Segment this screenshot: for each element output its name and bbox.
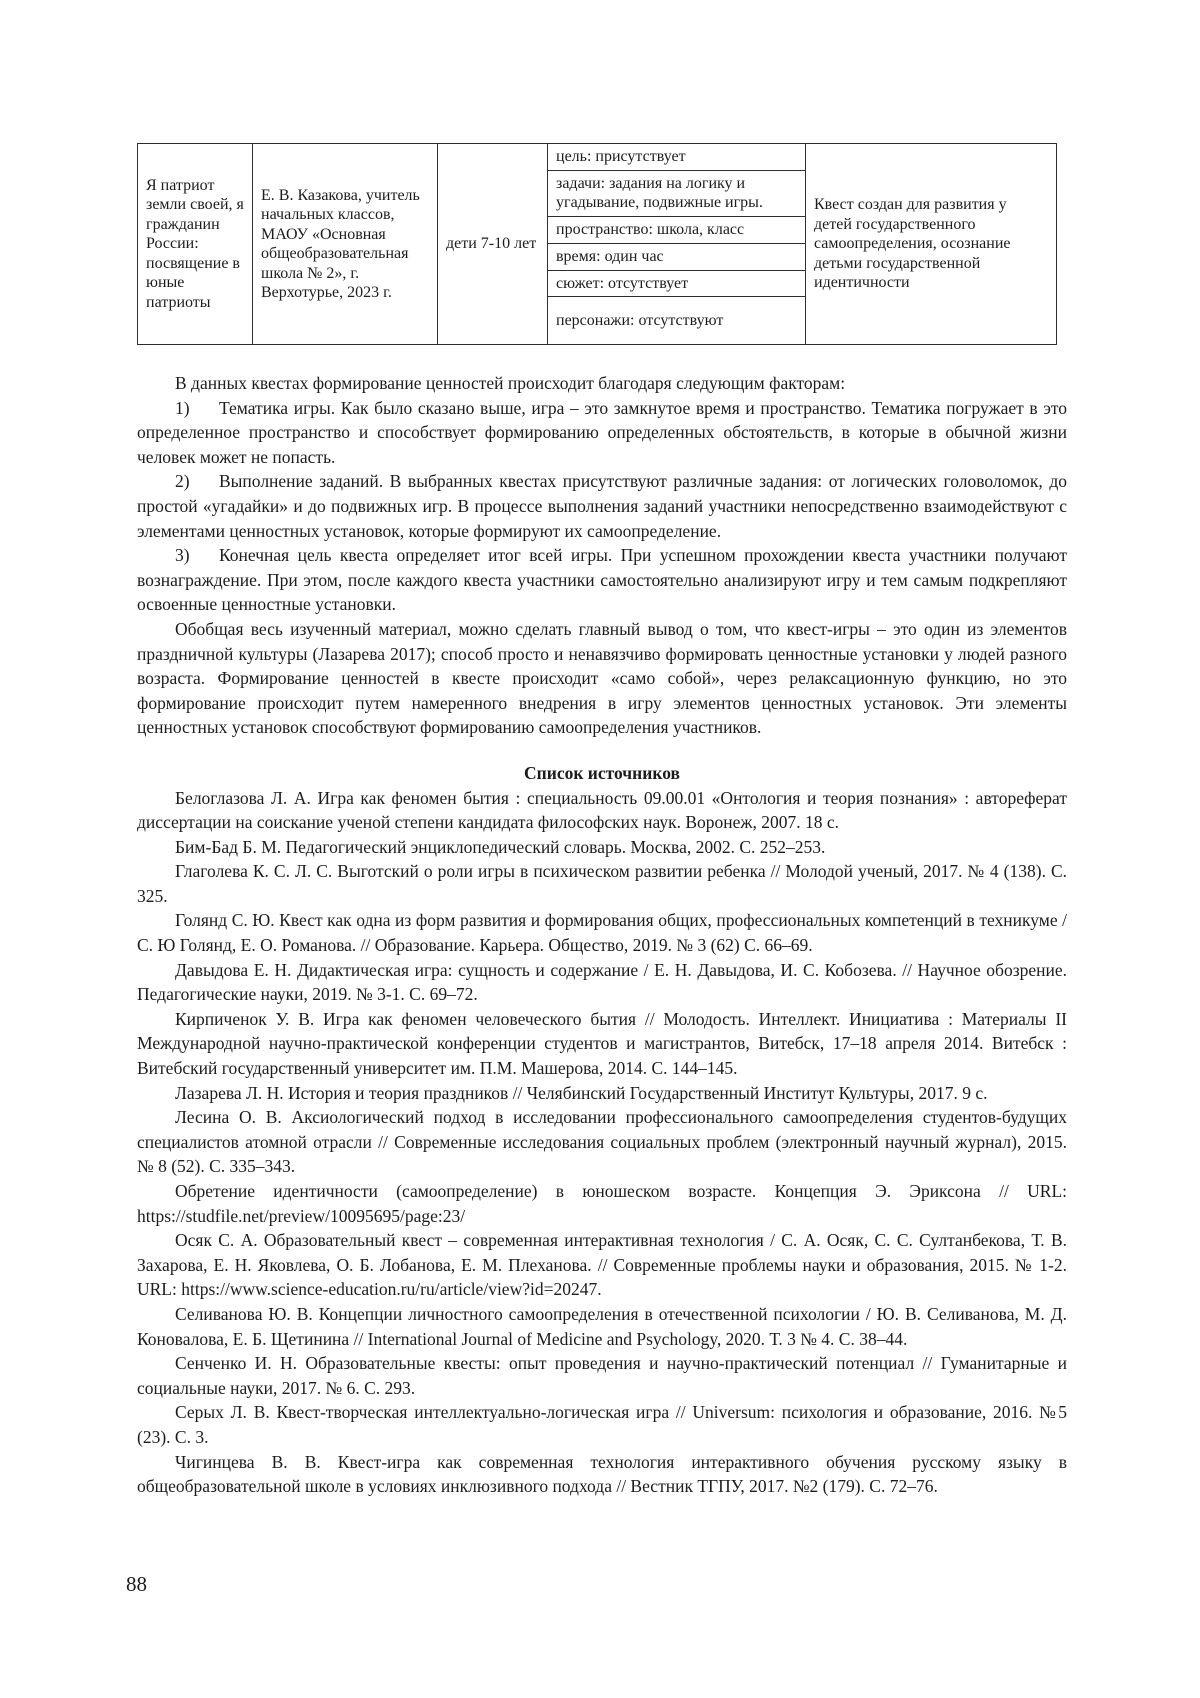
factor-number-3: 3) [175,545,190,566]
audience-cell: дети 7-10 лет [438,144,548,345]
references-list [137,786,1067,1499]
intro-paragraph: В данных квестах формирование ценностей происходит благодаря следующим факторам: [175,373,846,393]
attribute-space-cell: пространство: школа, класс [548,216,806,243]
reference-entry: Серых Л. В. Квест-творческая интеллектуально-логическая игра // Universum: психология и образование, 2016. №5 (23). С. 3. [137,1402,1067,1447]
factor-text-2: Выполнение заданий. В выбранных квестах присутствуют различные задания: от логических головоломок, до простой «угадайки» и до подвижных игр. В процессе выполнения заданий участники непосредственно взаимодействуют с элементами ценностных установок, которые формируют их самоопределение. [137,471,1067,541]
factor-text-1: Тематика игры. Как было сказано выше, игра – это замкнутое время и пространство. Тематика погружает в это определенное пространство и способствует формированию определенных обстоятельств, в которые в обычной жизни человек может не попасть. [137,397,1067,467]
reference-entry: Чигинцева В. В. Квест-игра как современная технология интерактивного обучения русскому языку в общеобразовательной школе в условиях инклюзивного подхода // Вестник ТГПУ, 2017. №2 (179). С. 72–76. [137,1451,1067,1497]
factor-number-1: 1) [175,397,190,418]
attribute-goal-cell: цель: присутствует [548,144,806,171]
attribute-characters-cell: персонажи: отсутствуют [548,297,806,345]
article-body [137,371,1067,740]
reference-entry: Обретение идентичности (самоопределение) в юношеском возрасте. Концепция Э. Эриксона // URL: https://studfile.net/preview/10095695/page:23/ [137,1181,1067,1226]
quest-description-table [137,143,1057,345]
reference-entry: Лесина О. В. Аксиологический подход в исследовании профессионального самоопределения студентов-будущих специалистов атомной отрасли // Современные исследования социальных проблем (электронный научный журнал), 2015. № 8 (52). С. 335–343. [137,1107,1067,1177]
reference-entry: Кирпиченок У. В. Игра как феномен человеческого бытия // Молодость. Интеллект. Инициатива : Материалы II Международной научно-практической конференции студентов и магистрантов, Витебск, 17–18 апреля 2014. Витебск : Витебский государственный университет им. П.М. Машерова, 2014. С. 144–145. [137,1008,1067,1079]
organizer-cell: Е. В. Казакова, учитель начальных классов, МАОУ «Основная общеобразовательная школа № 2», г. Верхотурье, 2023 г. [253,144,438,345]
page-content [137,143,1067,1499]
attribute-plot-cell: сюжет: отсутствует [548,270,806,297]
reference-entry: Белоглазова Л. А. Игра как феномен бытия : специальность 09.00.01 «Онтология и теория познания» : автореферат диссертации на соискание ученой степени кандидата философских наук. Воронеж, 2007. 18 с. [137,787,1067,833]
conclusion-paragraph: Обобщая весь изученный материал, можно сделать главный вывод о том, что квест-игры – это один из элементов праздничной культуры (Лазарева 2017); способ просто и ненавязчиво формировать ценностные установки у людей разного возраста. Формирование ценностей в квесте происходит «само собой», через релаксационную функцию, но это формирование происходит путем намеренного внедрения в игру элементов ценностных установок. Эти элементы ценностных установок способствуют формированию самоопределения участников. [137,618,1067,738]
reference-entry: Осяк С. А. Образовательный квест – современная интерактивная технология / С. А. Осяк, С. С. Султанбекова, Т. В. Захарова, Е. Н. Яковлева, О. Б. Лобанова, Е. М. Плеханова. // Современные проблемы науки и образования, 2015. № 1-2. URL: https://www.science-education.ru/ru/article/view?id=20247. [137,1230,1067,1300]
attribute-tasks-cell: задачи: задания на логику и угадывание, подвижные игры. [548,170,806,216]
attribute-time-cell: время: один час [548,243,806,270]
reference-entry: Селиванова Ю. В. Концепции личностного самоопределения в отечественной психологии / Ю. В. Селиванова, М. Д. Коновалова, Е. Б. Щетинина // International Journal of Medicine and Psychology, 2020. Т. 3 № 4. С. 38–44. [137,1303,1067,1349]
page-number: 88 [126,1572,147,1596]
reference-entry: Бим-Бад Б. М. Педагогический энциклопедический словарь. Москва, 2002. С. 252–253. [175,836,826,857]
reference-entry: Глаголева К. С. Л. С. Выготский о роли игры в психическом развитии ребенка // Молодой ученый, 2017. № 4 (138). С. 325. [137,861,1067,906]
sources-heading: Список источников [524,762,680,783]
factor-number-2: 2) [175,471,190,492]
factor-item-3 [137,543,1067,617]
purpose-cell: Квест создан для развития у детей государственного самоопределения, осознание детьми государственной идентичности [806,144,1057,345]
reference-entry: Лазарева Л. Н. История и теория праздников // Челябинский Государственный Институт Культуры, 2017. 9 с. [175,1082,988,1103]
factor-item-2 [137,469,1067,543]
quest-name-cell: Я патриот земли своей, я гражданин России: посвящение в юные патриоты [138,144,253,345]
reference-entry: Голянд С. Ю. Квест как одна из форм развития и формирования общих, профессиональных компетенций в техникуме / С. Ю Голянд, Е. О. Романова. // Образование. Карьера. Общество, 2019. № 3 (62) С. 66–69. [137,910,1067,956]
reference-entry: Давыдова Е. Н. Дидактическая игра: сущность и содержание / Е. Н. Давыдова, И. С. Кобозева. // Научное обозрение. Педагогические науки, 2019. № 3-1. С. 69–72. [137,959,1067,1005]
factor-text-3: Конечная цель квеста определяет итог всей игры. При успешном прохождении квеста участники получают вознаграждение. При этом, после каждого квеста участники самостоятельно анализируют игру и тем самым подкрепляют освоенные ценностные установки. [137,545,1067,615]
reference-entry: Сенченко И. Н. Образовательные квесты: опыт проведения и научно-практический потенциал // Гуманитарные и социальные науки, 2017. № 6. С. 293. [137,1353,1067,1398]
factor-item-1 [137,396,1067,470]
